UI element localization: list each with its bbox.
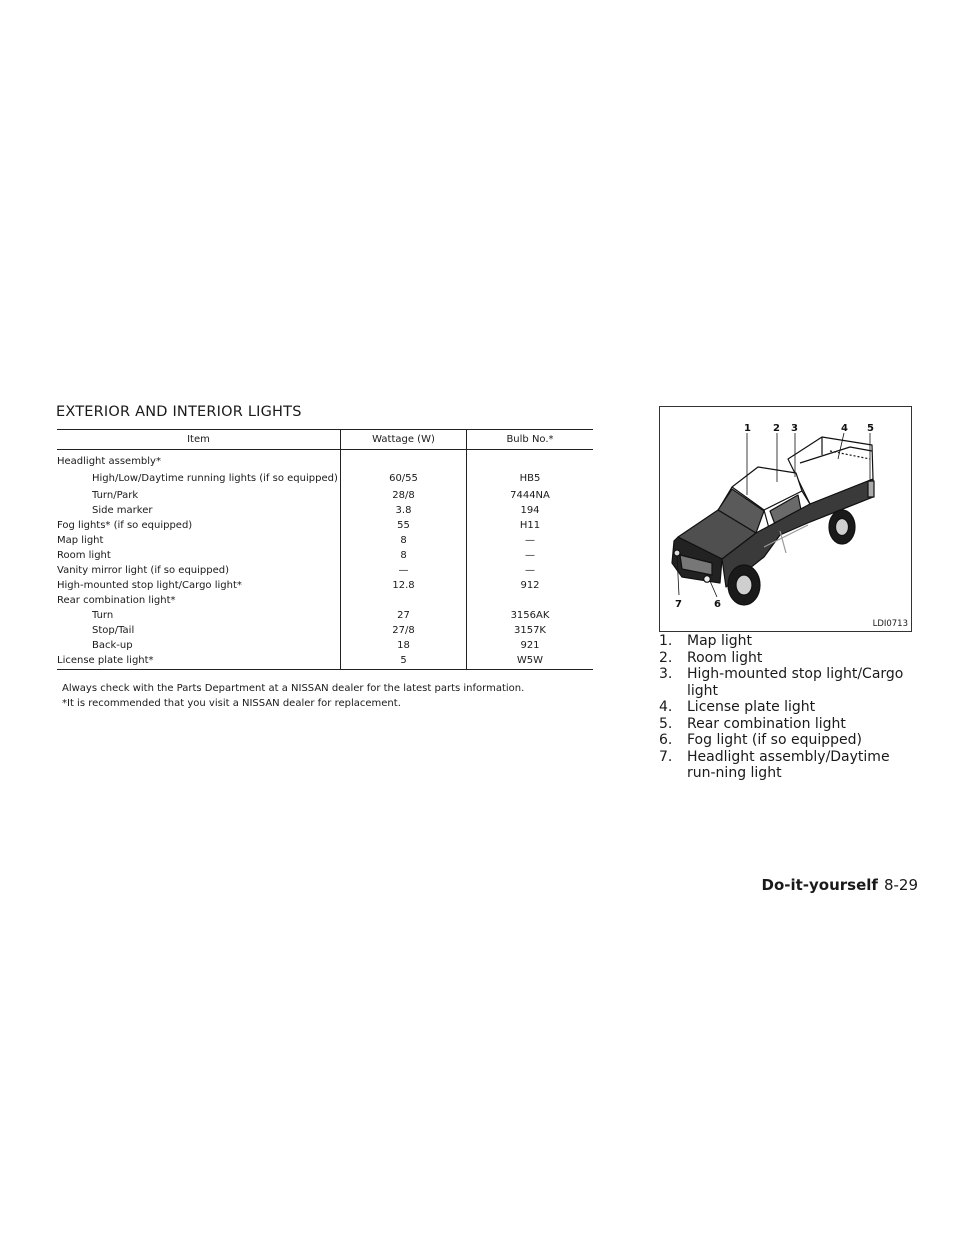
header-item: Item <box>57 430 341 450</box>
callout-label-6: 6 <box>714 599 721 610</box>
row-wattage: 3.8 <box>341 504 467 519</box>
dealer-note: *It is recommended that you visit a NISSAN dealer for replacement. <box>62 698 401 709</box>
callout-list <box>659 633 914 782</box>
row-item: Stop/Tail <box>92 625 135 636</box>
parts-note: Always check with the Parts Department at a NISSAN dealer for the latest parts information. <box>62 683 525 694</box>
row-wattage: 28/8 <box>341 489 467 504</box>
row-wattage: 60/55 <box>341 470 467 489</box>
callout-item <box>659 732 914 749</box>
callout-number: 3. <box>659 666 673 682</box>
pickup-truck-illustration <box>660 407 911 631</box>
row-bulb-no: — <box>467 534 594 549</box>
callout-number: 7. <box>659 748 673 765</box>
header-wattage: Wattage (W) <box>341 430 467 450</box>
callout-label-1: 1 <box>744 423 751 434</box>
row-wattage <box>341 594 467 609</box>
table-row <box>57 519 593 534</box>
row-item: Fog lights* (if so equipped) <box>57 520 193 531</box>
page-footer <box>762 876 919 894</box>
callout-label-7: 7 <box>675 599 682 610</box>
truck-light-location-figure <box>659 406 912 632</box>
callout-label-5: 5 <box>867 423 874 434</box>
row-bulb-no: H11 <box>467 519 594 534</box>
row-item: Rear combination light* <box>57 595 176 606</box>
figure-id: LDI0713 <box>872 619 908 629</box>
row-bulb-no: — <box>467 564 594 579</box>
row-bulb-no: 921 <box>467 639 594 654</box>
table-row <box>57 624 593 639</box>
row-wattage: 12.8 <box>341 579 467 594</box>
table-row <box>57 609 593 624</box>
row-bulb-no <box>467 450 594 470</box>
header-bulb-no: Bulb No.* <box>467 430 594 450</box>
row-item: Turn/Park <box>92 490 139 501</box>
row-item: Map light <box>57 535 104 546</box>
table-row <box>57 504 593 519</box>
table-row <box>57 579 593 594</box>
row-wattage: 55 <box>341 519 467 534</box>
callout-item <box>659 633 914 650</box>
row-item: Back-up <box>92 640 133 651</box>
callout-item <box>659 699 914 716</box>
callout-number: 4. <box>659 699 673 715</box>
table-row <box>57 450 593 470</box>
row-item: Headlight assembly* <box>57 456 161 467</box>
row-bulb-no <box>467 594 594 609</box>
row-bulb-no: 3156AK <box>467 609 594 624</box>
row-bulb-no: 912 <box>467 579 594 594</box>
callout-number: 5. <box>659 715 673 732</box>
callout-number: 2. <box>659 649 673 666</box>
callout-label-3: 3 <box>791 423 798 434</box>
table-row <box>57 564 593 579</box>
callout-item <box>659 666 914 699</box>
row-wattage <box>341 450 467 470</box>
callout-text: Map light <box>687 633 753 649</box>
table-row <box>57 594 593 609</box>
table-row <box>57 549 593 564</box>
footer-section-name: Do-it-yourself <box>761 876 878 894</box>
callout-text: Fog light (if so equipped) <box>687 732 862 748</box>
table-row <box>57 534 593 549</box>
callout-label-4: 4 <box>841 423 848 434</box>
row-wattage: 8 <box>341 534 467 549</box>
row-item: Turn <box>92 610 114 621</box>
table-row <box>57 489 593 504</box>
bulb-specification-table <box>57 429 593 670</box>
row-item: License plate light* <box>57 654 341 670</box>
row-bulb-no: 194 <box>467 504 594 519</box>
table-row <box>57 654 593 670</box>
row-bulb-no: — <box>467 549 594 564</box>
table-row <box>57 470 593 489</box>
row-item: Vanity mirror light (if so equipped) <box>57 565 230 576</box>
row-item: High-mounted stop light/Cargo light* <box>57 580 242 591</box>
row-wattage: — <box>341 564 467 579</box>
row-wattage: 27/8 <box>341 624 467 639</box>
row-item: Side marker <box>92 505 153 516</box>
row-bulb-no: HB5 <box>467 470 594 489</box>
page-number: 8-29 <box>883 876 918 894</box>
callout-item <box>659 749 914 782</box>
row-bulb-no: 3157K <box>467 624 594 639</box>
section-title: EXTERIOR AND INTERIOR LIGHTS <box>56 404 302 420</box>
callout-text: High-mounted stop light/Cargo light <box>687 666 904 699</box>
callout-text: Room light <box>687 649 763 666</box>
row-item: Room light <box>57 550 111 561</box>
callout-text: License plate light <box>687 699 816 715</box>
callout-item <box>659 716 914 733</box>
row-bulb-no: 7444NA <box>467 489 594 504</box>
table-row <box>57 639 593 654</box>
row-item: High/Low/Daytime running lights (if so equipped) <box>92 472 338 484</box>
callout-item <box>659 650 914 667</box>
callout-text: Rear combination light <box>687 715 846 732</box>
callout-label-2: 2 <box>773 423 780 434</box>
callout-number: 1. <box>659 633 673 649</box>
row-wattage: 18 <box>341 639 467 654</box>
table-header-row <box>57 430 593 450</box>
row-wattage: 8 <box>341 549 467 564</box>
row-wattage: 27 <box>341 609 467 624</box>
row-wattage: 5 <box>341 654 467 670</box>
callout-text: Headlight assembly/Daytime run-ning light <box>687 748 890 781</box>
row-bulb-no: W5W <box>467 654 594 670</box>
callout-number: 6. <box>659 732 673 748</box>
